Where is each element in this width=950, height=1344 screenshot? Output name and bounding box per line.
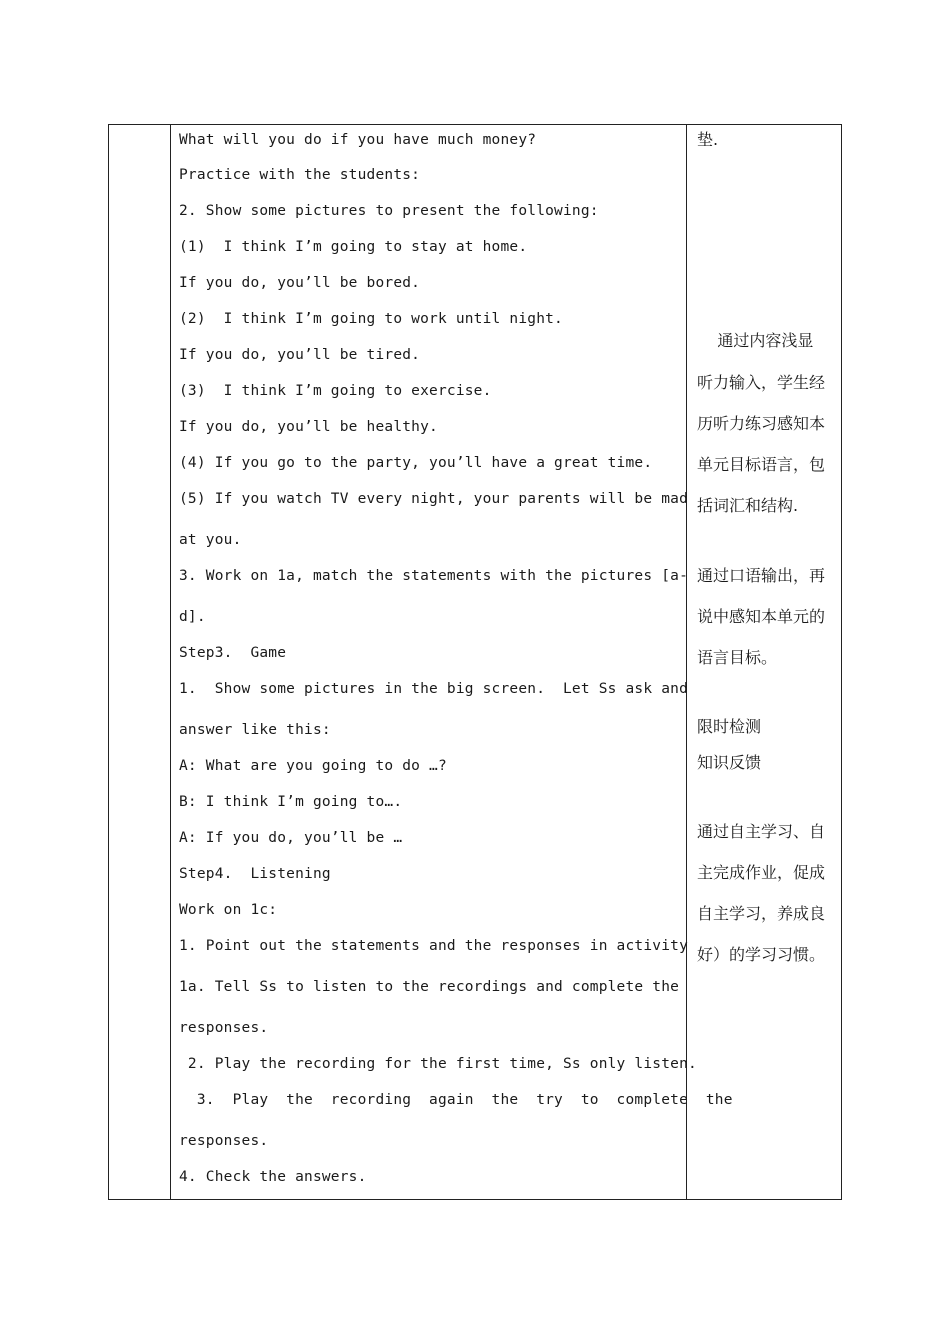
procedure-line: answer like this: <box>179 722 331 738</box>
procedure-line: B: I think I’m going to…. <box>179 794 403 810</box>
procedure-line: d]. <box>179 609 206 625</box>
procedure-line: 1. Point out the statements and the responses in activity <box>179 938 688 954</box>
column-divider-1 <box>170 125 171 1199</box>
intent-line: 自主学习，养成良 <box>697 904 826 923</box>
procedure-line: Work on 1c: <box>179 902 278 918</box>
lesson-table <box>108 124 842 1200</box>
intent-line: 通过口语输出，再 <box>697 566 826 585</box>
intent-line: 知识反馈 <box>697 753 762 772</box>
intent-line: 通过自主学习、自 <box>697 822 826 841</box>
procedure-line: If you do, you’ll be healthy. <box>179 419 438 435</box>
procedure-line: Step3. Game <box>179 645 287 661</box>
procedure-line: (2) I think I’m going to work until night. <box>179 311 563 327</box>
procedure-line: 1a. Tell Ss to listen to the recordings and complete the <box>179 979 680 995</box>
intent-line: 好）的学习习惯。 <box>697 945 826 964</box>
procedure-line: 2. Show some pictures to present the following: <box>179 203 599 219</box>
intent-line: 括词汇和结构. <box>697 496 799 515</box>
procedure-line: responses. <box>179 1020 269 1036</box>
procedure-line: A: What are you going to do …? <box>179 758 447 774</box>
column-divider-2 <box>686 125 687 1199</box>
procedure-line: responses. <box>179 1133 269 1149</box>
intent-line: 主完成作业，促成 <box>697 863 826 882</box>
procedure-line: 2. Play the recording for the first time, Ss only listen. <box>179 1056 697 1072</box>
procedure-line: (4) If you go to the party, you’ll have a great time. <box>179 455 653 471</box>
intent-line: 限时检测 <box>697 717 762 736</box>
intent-line: 垫. <box>697 130 719 149</box>
procedure-line: If you do, you’ll be bored. <box>179 275 421 291</box>
intent-line: 语言目标。 <box>697 648 778 667</box>
intent-line: 历听力练习感知本 <box>697 414 826 433</box>
intent-line: 单元目标语言，包 <box>697 455 826 474</box>
procedure-line: (1) I think I’m going to stay at home. <box>179 239 528 255</box>
procedure-line: (3) I think I’m going to exercise. <box>179 383 492 399</box>
intent-line: 听力输入，学生经 <box>697 373 826 392</box>
procedure-line: at you. <box>179 532 242 548</box>
procedure-line: Step4. Listening <box>179 866 331 882</box>
procedure-line: What will you do if you have much money? <box>179 132 537 148</box>
intent-line: 说中感知本单元的 <box>697 607 826 626</box>
procedure-line: 3. Play the recording again the try to complete the <box>179 1092 733 1108</box>
procedure-line: (5) If you watch TV every night, your parents will be mad <box>179 491 688 507</box>
procedure-line: 4. Check the answers. <box>179 1169 367 1185</box>
procedure-line: If you do, you’ll be tired. <box>179 347 421 363</box>
procedure-line: 3. Work on 1a, match the statements with the pictures [a- <box>179 568 688 584</box>
intent-line: 通过内容浅显 <box>697 331 814 350</box>
procedure-line: Practice with the students: <box>179 167 421 183</box>
procedure-line: 1. Show some pictures in the big screen. Let Ss ask and <box>179 681 688 697</box>
procedure-line: A: If you do, you’ll be … <box>179 830 403 846</box>
